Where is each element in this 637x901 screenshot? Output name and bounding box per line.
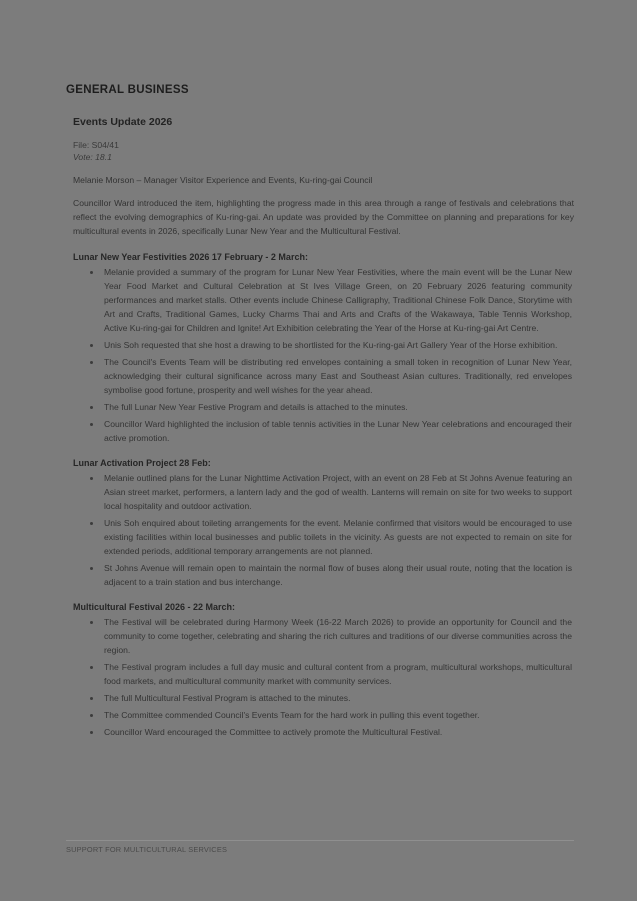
presenter-line: Melanie Morson – Manager Visitor Experience and Events, Ku-ring-gai Council [73,175,373,185]
section-bullets-multicultural-festival [66,615,574,739]
list-item: The Council's Events Team will be distributing red envelopes containing a small token in recognition of Lunar New Year, acknowledging their cultural significance across many East and Southeast Asian cultures. Traditionally, red envelopes symbolise good fortune, prosperity and well wishes for the year ahead. [73,355,574,397]
list-item: St Johns Avenue will remain open to maintain the normal flow of buses along their usual route, noting that the location is adjacent to a train station and bus interchange. [73,561,574,589]
document-body [66,84,574,742]
list-item: Melanie provided a summary of the program for Lunar New Year Festivities, where the main event will be the Lunar New Year Food Market and Cultural Celebration at St Ives Village Green, on 20 February 2026 featuring community performances and market stalls. Other events include Chinese Calligraphy, Traditional Chinese Folk Dance, Storytime with Art and Crafts, Traditional Games, Lucky Charms Thai and Arts and Crafts of the Wakawaya, Table Tennis Workshop, Active Ku-ring-gai for Children and Ignite! Art Exhibition celebrating the Year of the Horse at Ku-ring-gai Art Centre. [73,265,574,335]
list-item: Councillor Ward highlighted the inclusion of table tennis activities in the Lunar New Year celebrations and encouraged their active promotion. [73,417,574,445]
footer-text: SUPPORT FOR MULTICULTURAL SERVICES [66,845,228,854]
list-item: Unis Soh requested that she host a drawing to be shortlisted for the Ku-ring-gai Art Gallery Year of the Horse exhibition. [73,338,574,352]
vote-reference: Vote: 18.1 [73,152,112,162]
section-bullets-lunar-new-year [66,265,574,445]
section-heading-lunar-new-year: Lunar New Year Festivities 2026 17 February - 2 March: [73,251,308,262]
list-item: Unis Soh enquired about toileting arrangements for the event. Melanie confirmed that visitors would be encouraged to use existing facilities within local businesses and public toilets in the vicinity. As guests are not expected to remain on site for extended periods, additional temporary arrangements are not planned. [73,516,574,558]
section-heading-lunar-activation: Lunar Activation Project 28 Feb: [73,457,211,468]
list-item: The Committee commended Council's Events Team for the hard work in pulling this event together. [73,708,574,722]
section-heading-multicultural-festival: Multicultural Festival 2026 - 22 March: [73,601,236,612]
section-bullets-lunar-activation [66,471,574,589]
footer-divider [66,840,574,841]
list-item: Melanie outlined plans for the Lunar Nighttime Activation Project, with an event on 28 Feb at St Johns Avenue featuring an Asian street market, performers, a lantern lady and the god of wealth. Lanterns will remain on site for two weeks to support local hospitality and outdoor activation. [73,471,574,513]
list-item: The Festival will be celebrated during Harmony Week (16-22 March 2026) to provide an opportunity for Council and the community to come together, celebrating and sharing the rich cultures and traditions of our diverse communities across the region. [73,615,574,657]
list-item: The full Lunar New Year Festive Program and details is attached to the minutes. [73,400,574,414]
item-title: Events Update 2026 [73,116,173,128]
list-item: The full Multicultural Festival Program is attached to the minutes. [73,691,574,705]
list-item: The Festival program includes a full day music and cultural content from a program, multicultural workshops, multicultural food markets, and multicultural community market with community services. [73,660,574,688]
intro-paragraph: Councillor Ward introduced the item, highlighting the progress made in this area through a range of festivals and celebrations that reflect the evolving demographics of Ku-ring-gai. An update was provided by the Committee on planning and preparations for key multicultural events in 2026, specifically Lunar New Year and the Multicultural Festival. [73,197,574,236]
file-reference: File: S04/41 [73,140,119,150]
list-item: Councillor Ward encouraged the Committee to actively promote the Multicultural Festival. [73,725,574,739]
page-title: GENERAL BUSINESS [66,84,189,96]
